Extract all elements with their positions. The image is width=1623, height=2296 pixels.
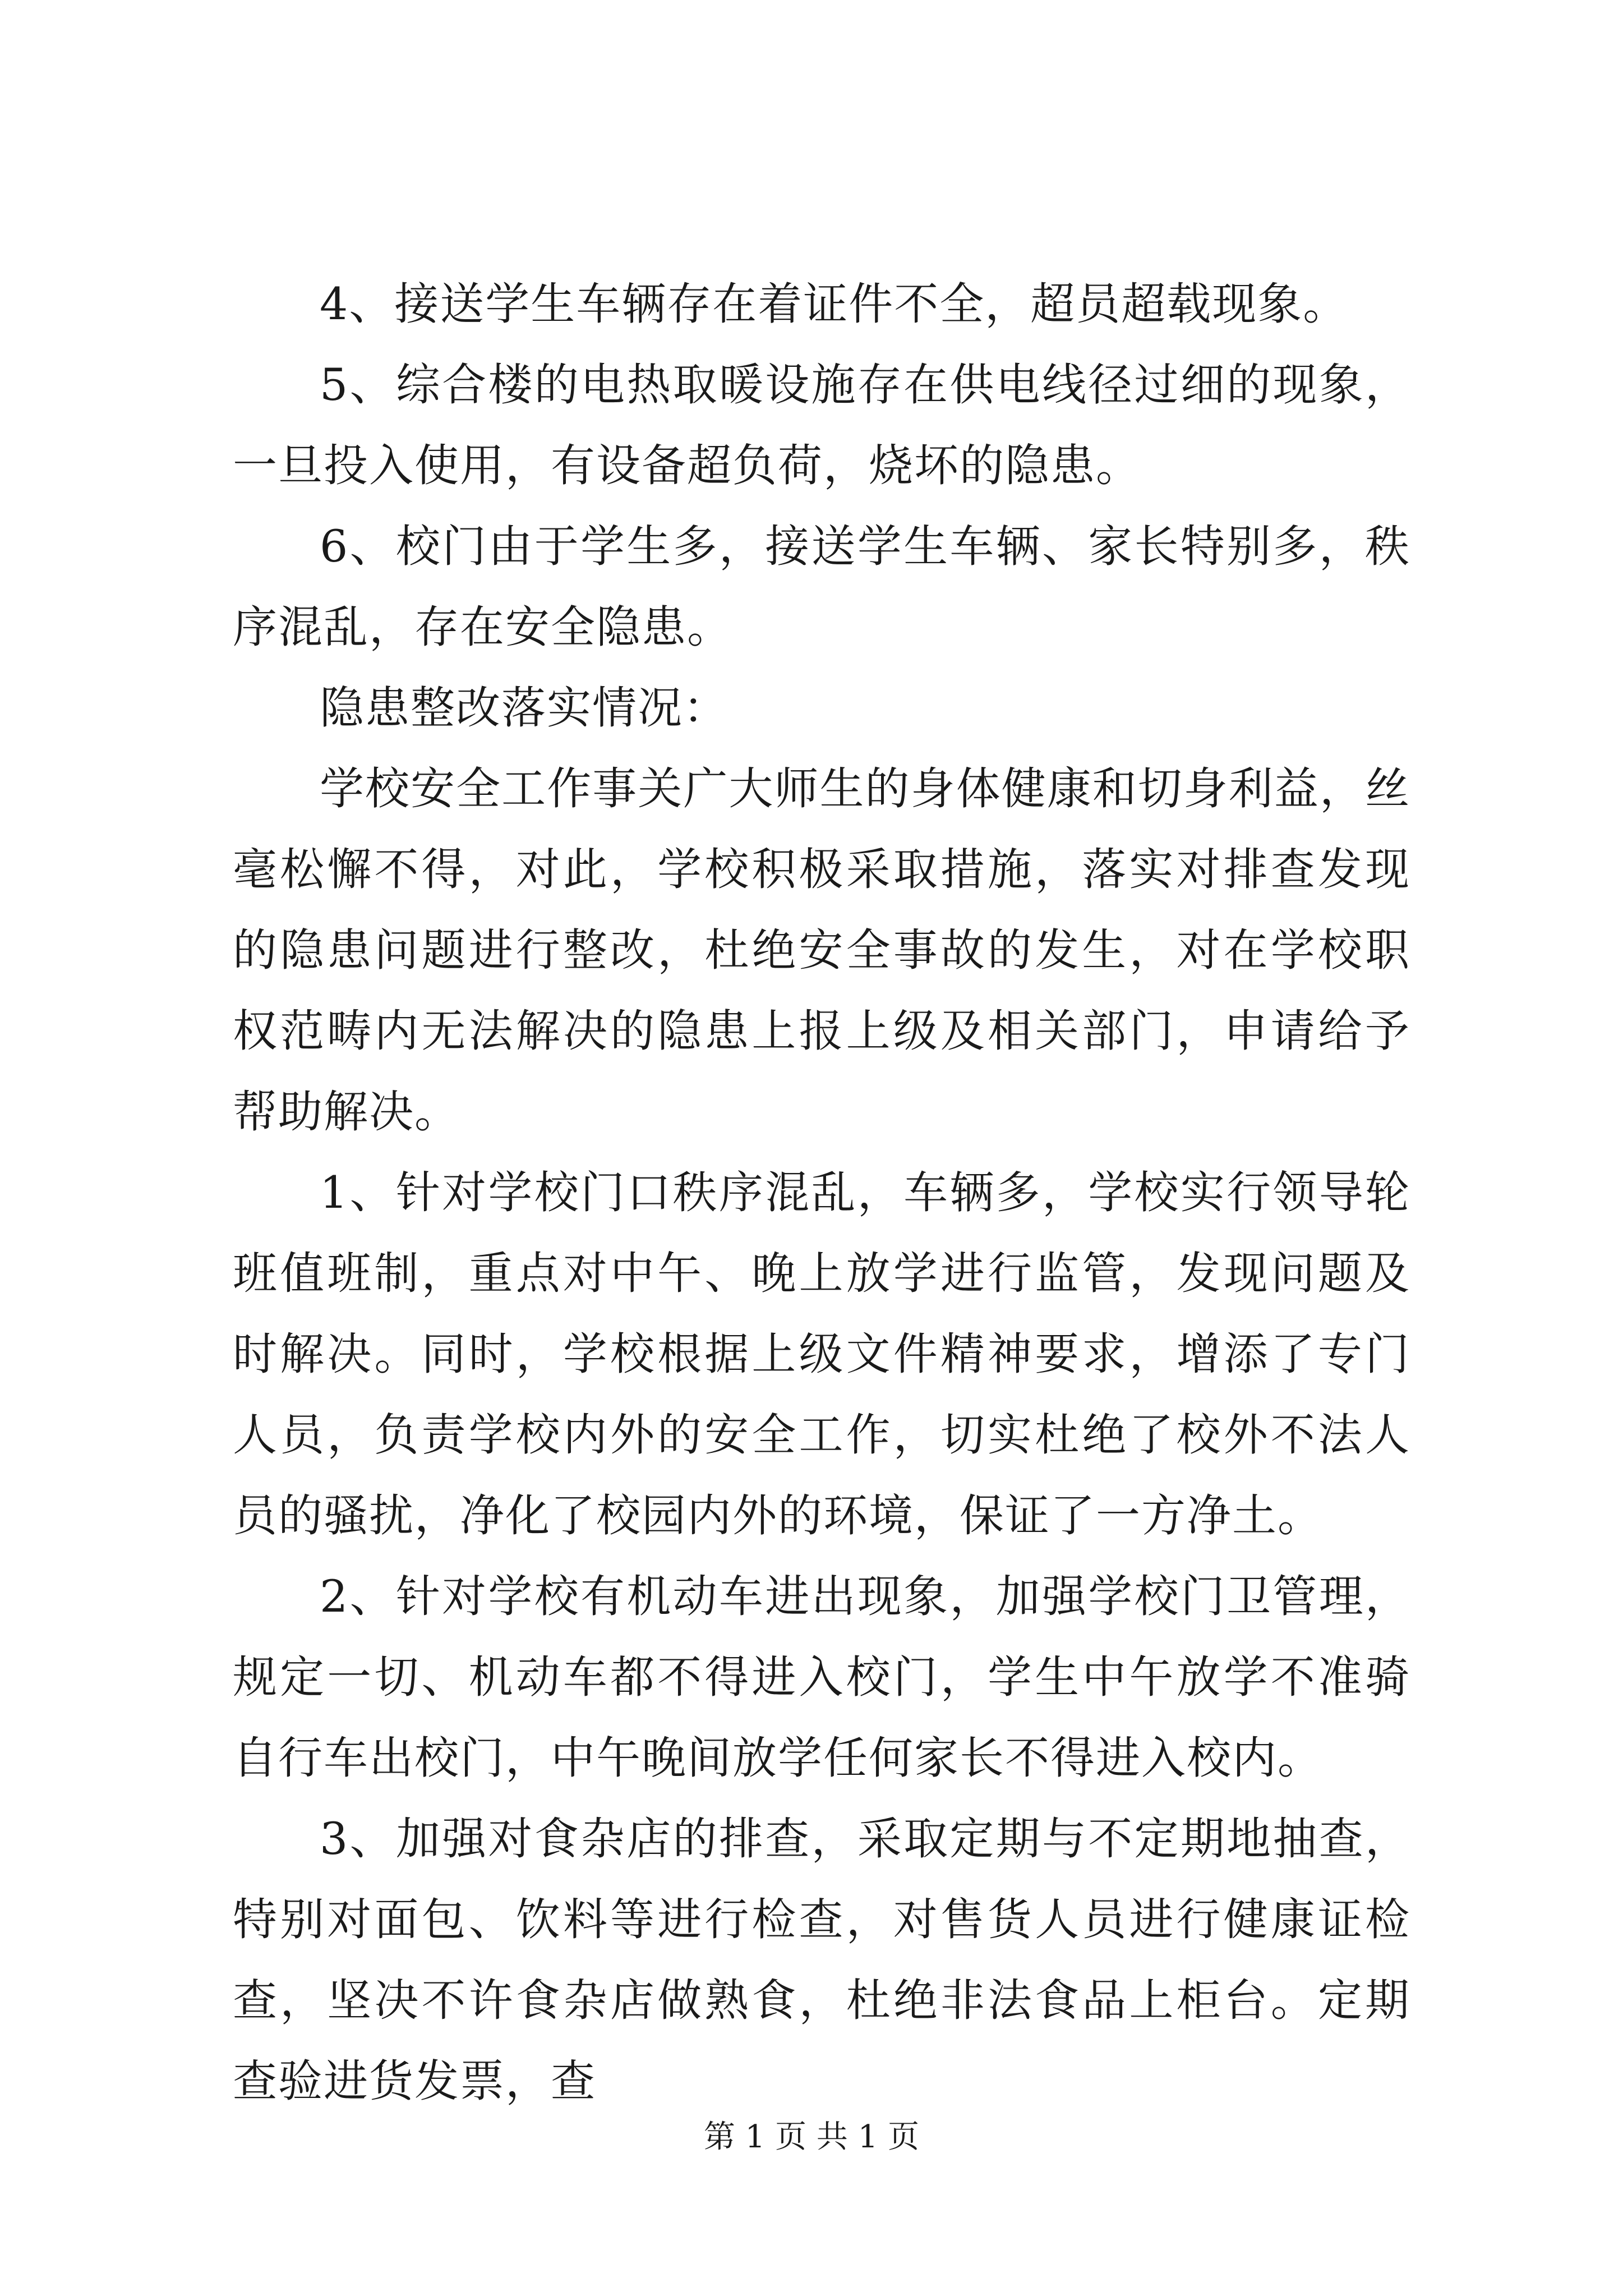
paragraph-measure-3: 3、加强对食杂店的排查，采取定期与不定期地抽查，特别对面包、饮料等进行检查，对售货人员进行健康证检查，坚决不许食杂店做熟食，杜绝非法食品上柜台。定期查验进货发票，查	[233, 1813, 1410, 2107]
paragraph-measure-2: 2、针对学校有机动车进出现象，加强学校门卫管理，规定一切、机动车都不得进入校门，学生中午放学不准骑自行车出校门，中午晚间放学任何家长不得进入校内。	[233, 1571, 1410, 1784]
page-number-label: 第 1 页 共 1 页	[703, 2119, 920, 2155]
paragraph-item-5: 5、综合楼的电热取暖设施存在供电线径过细的现象，一旦投入使用，有设备超负荷，烧坏的隐患。	[233, 359, 1410, 491]
document-body	[233, 264, 1410, 2122]
paragraph-item-4: 4、接送学生车辆存在着证件不全，超员超载现象。	[320, 278, 1349, 330]
paragraph-intro: 学校安全工作事关广大师生的身体健康和切身利益，丝毫松懈不得，对此，学校积极采取措施，落实对排查发现的隐患问题进行整改，杜绝安全事故的发生，对在学校职权范畴内无法解决的隐患上报上级及相关部门，申请给予帮助解决。	[233, 763, 1410, 1138]
section-heading-rectification: 隐患整改落实情况：	[320, 682, 728, 734]
page-footer	[0, 2118, 1623, 2157]
paragraph-measure-1: 1、针对学校门口秩序混乱，车辆多，学校实行领导轮班值班制，重点对中午、晚上放学进行监管，发现问题及时解决。同时，学校根据上级文件精神要求，增添了专门人员，负责学校内外的安全工作，切实杜绝了校外不法人员的骚扰，净化了校园内外的环境，保证了一方净土。	[233, 1167, 1410, 1542]
paragraph-item-6: 6、校门由于学生多，接送学生车辆、家长特别多，秩序混乱，存在安全隐患。	[233, 521, 1410, 653]
